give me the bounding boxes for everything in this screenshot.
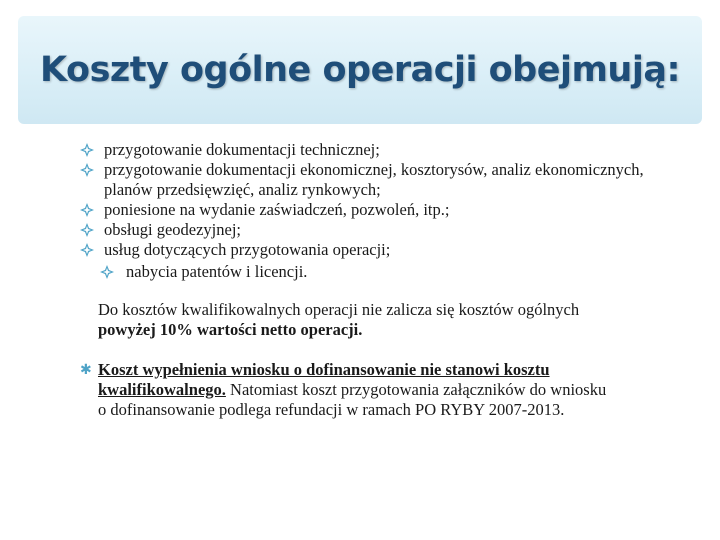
sub-list-item (78, 262, 658, 282)
diamond-bullet-icon (80, 143, 94, 157)
star-note (78, 360, 658, 420)
exclusion-note (78, 300, 598, 340)
star-note-underlined: Koszt wypełnienia wniosku o dofinansowanie nie stanowi kosztu kwalifikowalnego. (98, 360, 550, 399)
star-note-text: Natomiast koszt przygotowania załączników do wniosku (225, 380, 607, 399)
diamond-bullet-icon (80, 243, 94, 257)
list-item-text: nabycia patentów i licencji. (126, 262, 308, 281)
list-item (78, 240, 658, 260)
list-item-text: przygotowanie dokumentacji technicznej; (104, 140, 380, 159)
star-bullet-icon: ✱ (80, 362, 92, 378)
list-item-text: obsługi geodezyjnej; (104, 220, 242, 239)
list-item (78, 220, 658, 240)
bullet-list (78, 140, 658, 282)
diamond-bullet-icon (80, 223, 94, 237)
star-note-last-line: o dofinansowanie podlega refundacji w ramach PO RYBY 2007-2013. (98, 400, 565, 419)
note-text: Do kosztów kwalifikowalnych operacji nie zalicza się kosztów ogólnych (98, 300, 580, 319)
list-item (78, 140, 658, 160)
slide-content (78, 140, 658, 420)
list-item-text: przygotowanie dokumentacji ekonomicznej, kosztorysów, analiz ekonomicznych, planów przedsięwzięć, analiz rynkowych; (104, 160, 644, 199)
note-bold-text: powyżej 10% wartości netto operacji. (98, 320, 363, 339)
list-item (78, 200, 658, 220)
list-item-text: usług dotyczących przygotowania operacji; (104, 240, 391, 259)
diamond-bullet-icon (80, 163, 94, 177)
slide-title: Koszty ogólne operacji obejmują: (40, 50, 680, 90)
diamond-bullet-icon (80, 203, 94, 217)
list-item-text: poniesione na wydanie zaświadczeń, pozwoleń, itp.; (104, 200, 450, 219)
diamond-bullet-icon (100, 265, 114, 279)
list-item (78, 160, 658, 200)
